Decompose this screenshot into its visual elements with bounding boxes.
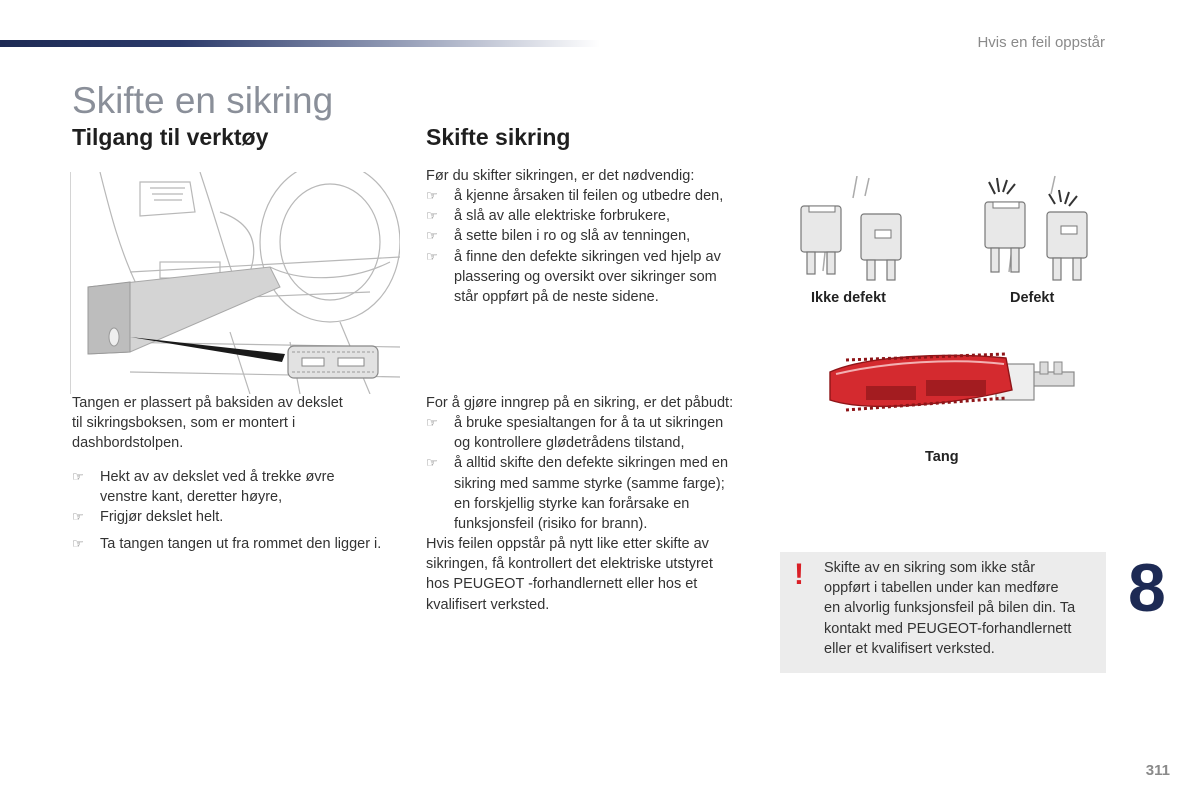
left-paragraph (72, 393, 402, 454)
list-item (72, 534, 402, 554)
text-line: en alvorlig funksjonsfeil på bilen din. Ta (824, 600, 1076, 617)
list-item (72, 467, 402, 507)
bullet-icon: ☞ (426, 248, 438, 264)
intervention-list (426, 413, 766, 534)
text-line: å alltid skifte den defekte sikringen med en (454, 455, 729, 472)
text-line: oppført i tabellen under kan medføre (824, 580, 1059, 597)
caption-defekt: Defekt (1010, 290, 1055, 306)
text-line: sikringen, få kontrollert det elektriske utstyret (426, 556, 713, 573)
warning-text (824, 558, 1102, 659)
closing-paragraph (426, 534, 766, 615)
middle-intro: Før du skifter sikringen, er det nødvendig: (426, 168, 695, 184)
text-line: står oppført på de neste sidene. (454, 289, 659, 306)
text-line: Ta tangen tangen ut fra rommet den ligger i. (100, 535, 382, 552)
list-item (426, 206, 766, 226)
bullet-icon: ☞ (72, 509, 84, 525)
bullet-icon: ☞ (426, 188, 438, 203)
fuse-ok-icon (795, 176, 915, 282)
text-line: hos PEUGEOT -forhandlernett eller hos et (426, 576, 698, 593)
list-item (426, 226, 766, 246)
list-item (426, 413, 766, 453)
text-line: Hvis feilen oppstår på nytt like etter skifte av (426, 536, 709, 552)
left-steps-list (72, 467, 402, 554)
list-item (426, 453, 766, 534)
section-header: Hvis en feil oppstår (977, 34, 1105, 51)
text-line: en forskjellig styrke kan forårsake en (454, 495, 690, 512)
header-accent-bar (0, 40, 600, 47)
text-line: Skifte av en sikring som ikke står (824, 560, 1036, 576)
caption-ikke-defekt: Ikke defekt (811, 290, 886, 306)
list-item (426, 247, 766, 308)
text-line: å slå av alle elektriske forbrukere, (454, 208, 670, 225)
list-item (72, 507, 402, 527)
bullet-icon: ☞ (426, 208, 438, 224)
fuse-puller-icon (826, 350, 1078, 422)
text-line: å kjenne årsaken til feilen og utbedre den, (454, 188, 724, 204)
text-line: funksjonsfeil (risiko for brann). (454, 516, 648, 533)
left-heading: Tilgang til verktøy (72, 124, 269, 150)
text-line: Tangen er plassert på baksiden av dekslet (72, 395, 343, 411)
page-title: Skifte en sikring (72, 80, 334, 121)
text-line: sikring med samme styrke (samme farge); (454, 475, 725, 492)
list-item (426, 186, 766, 206)
text-line: eller et kvalifisert verksted. (824, 640, 995, 657)
text-line: kvalifisert verksted. (426, 596, 550, 613)
text-line: og kontrollere glødetrådens tilstand, (454, 435, 685, 452)
text-line: Hekt av av dekslet ved å trekke øvre (100, 469, 335, 485)
bullet-icon: ☞ (72, 535, 84, 551)
text-line: å bruke spesialtangen for å ta ut sikringen (454, 415, 724, 431)
warning-box (780, 552, 1106, 673)
text-line: kontakt med PEUGEOT-forhandlernett (824, 620, 1072, 637)
text-line: til sikringsboksen, som er montert i (72, 415, 296, 432)
text-line: plassering og oversikt over sikringer som (454, 268, 717, 285)
caption-tang: Tang (925, 449, 959, 465)
fuse-blown-icon (975, 174, 1100, 284)
text-line: Frigjør dekslet helt. (100, 509, 224, 526)
intervention-intro: For å gjøre inngrep på en sikring, er det påbudt: (426, 395, 734, 411)
text-line: å finne den defekte sikringen ved hjelp av (454, 248, 721, 265)
warning-icon: ! (794, 558, 804, 591)
text-line: dashbordstolpen. (72, 435, 184, 452)
middle-heading: Skifte sikring (426, 124, 571, 150)
before-list (426, 186, 766, 307)
bullet-icon: ☞ (72, 469, 84, 484)
dashboard-illustration (70, 172, 400, 394)
bullet-icon: ☞ (426, 415, 438, 430)
chapter-number: 8 (1128, 550, 1166, 626)
text-line: å sette bilen i ro og slå av tenningen, (454, 228, 691, 245)
text-line: venstre kant, deretter høyre, (100, 489, 283, 506)
bullet-icon: ☞ (426, 228, 438, 244)
bullet-icon: ☞ (426, 455, 438, 471)
page-number: 311 (1145, 762, 1170, 779)
